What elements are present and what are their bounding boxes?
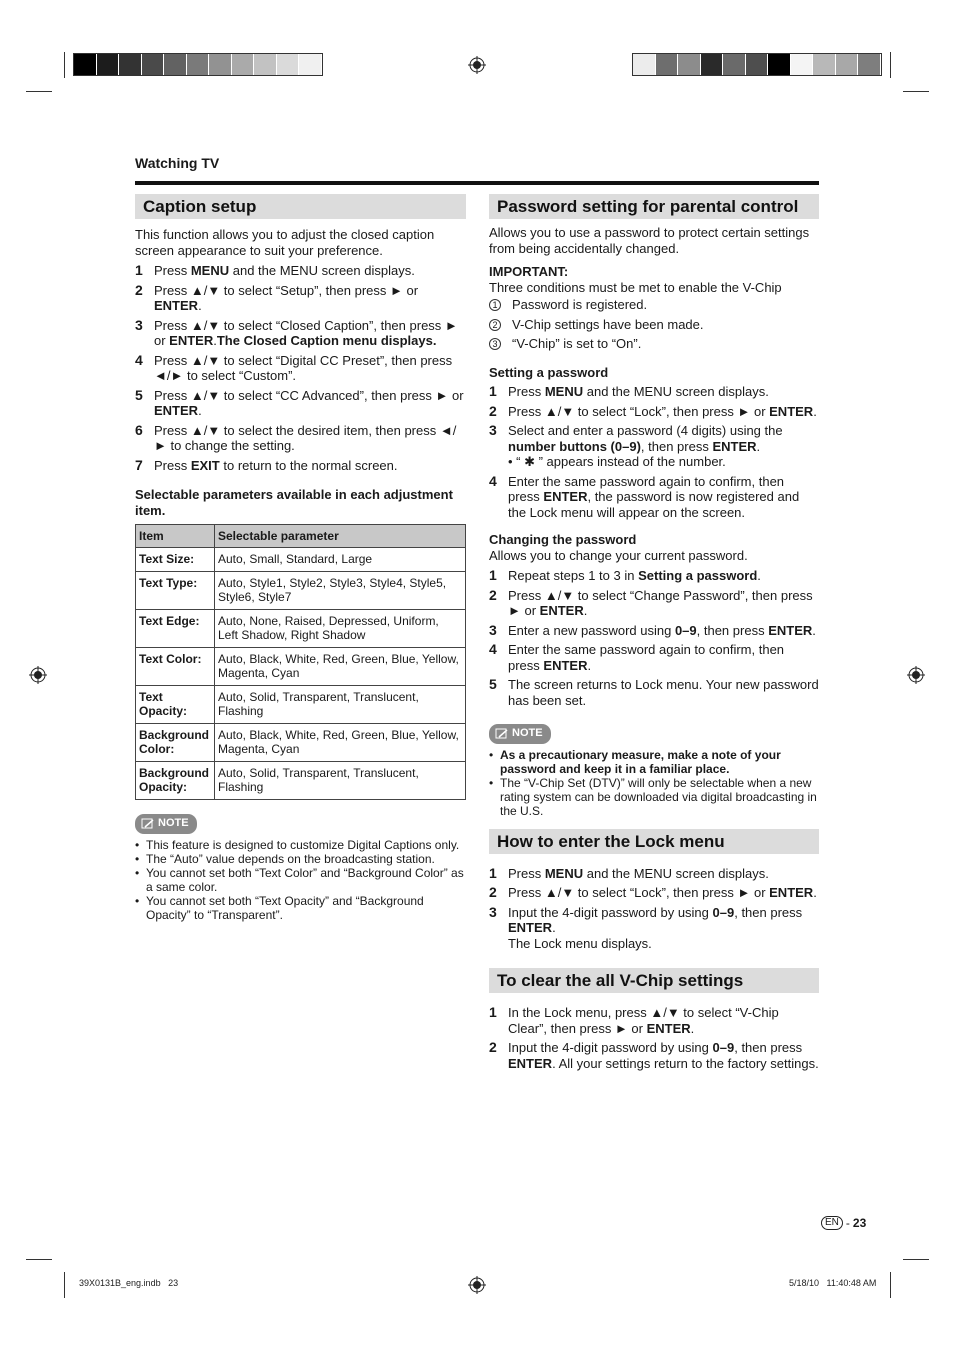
table-row bbox=[136, 762, 466, 800]
list-item bbox=[489, 317, 819, 333]
section-label: Watching TV bbox=[135, 155, 220, 171]
color-swatch bbox=[187, 54, 210, 75]
parameters-table bbox=[135, 524, 466, 800]
important-text: Three conditions must be met to enable the V-Chip bbox=[489, 279, 782, 295]
color-swatch bbox=[164, 54, 187, 75]
list-item: • The “V-Chip Set (DTV)” will only be selectable when a new rating system can be downloaded via digital broadcasting in the U.S. bbox=[489, 776, 819, 818]
step-text: Input the 4-digit password by using 0–9, then press ENTER. All your settings return to the factory settings. bbox=[508, 1040, 819, 1071]
caption-notes bbox=[135, 838, 466, 922]
table-cell-parameter: Auto, Style1, Style2, Style3, Style4, Style5, Style6, Style7 bbox=[215, 572, 466, 610]
color-swatch bbox=[209, 54, 232, 75]
step-extra-line: The Lock menu displays. bbox=[508, 935, 652, 951]
caption-setup-column bbox=[135, 194, 466, 922]
header-rule bbox=[135, 181, 819, 185]
caption-setup-steps bbox=[135, 263, 466, 473]
registration-mark-icon bbox=[468, 1276, 486, 1294]
circled-number: 3 bbox=[489, 338, 501, 350]
table-header-item: Item bbox=[136, 525, 215, 548]
step-number: 2 bbox=[489, 884, 497, 900]
changing-password-steps bbox=[489, 568, 819, 708]
setting-password-steps bbox=[489, 384, 819, 520]
step-number: 4 bbox=[489, 472, 497, 489]
table-row bbox=[136, 686, 466, 724]
lock-menu-steps bbox=[489, 866, 819, 952]
step-text: Input the 4-digit password by using 0–9, then press ENTER. The Lock menu displays. bbox=[508, 905, 819, 952]
list-item: • As a precautionary measure, make a note of your password and keep it in a familiar place. bbox=[489, 748, 819, 776]
step-item bbox=[489, 885, 819, 901]
note-badge bbox=[489, 724, 551, 744]
table-row bbox=[136, 724, 466, 762]
color-swatch bbox=[791, 54, 814, 75]
password-column bbox=[489, 194, 819, 1075]
step-text: Press MENU and the MENU screen displays. bbox=[154, 263, 415, 278]
step-item bbox=[135, 423, 466, 454]
step-item bbox=[489, 677, 819, 708]
step-item bbox=[489, 474, 819, 521]
table-header-parameter: Selectable parameter bbox=[215, 525, 466, 548]
step-text: The screen returns to Lock menu. Your new password has been set. bbox=[508, 677, 819, 708]
step-number: 3 bbox=[489, 422, 497, 438]
note-label: NOTE bbox=[158, 817, 189, 829]
step-item bbox=[135, 353, 466, 384]
step-number: 5 bbox=[489, 676, 497, 692]
step-item bbox=[489, 384, 819, 400]
step-item bbox=[489, 642, 819, 673]
color-swatch bbox=[656, 54, 679, 75]
step-text: Press ▲/▼ to select “Closed Caption”, then press ► or ENTER.The Closed Caption menu displays. bbox=[154, 317, 458, 348]
step-text: Press ▲/▼ to select “Setup”, then press ► or ENTER. bbox=[154, 282, 419, 313]
color-swatch bbox=[299, 54, 322, 75]
step-text: Press EXIT to return to the normal screen. bbox=[154, 457, 398, 473]
changing-password-intro: Allows you to change your current password. bbox=[489, 547, 748, 563]
registration-mark-icon bbox=[907, 666, 925, 684]
note-label: NOTE bbox=[512, 727, 543, 739]
step-text: Press ▲/▼ to select the desired item, then press ◄/► to change the setting. bbox=[154, 422, 457, 453]
table-cell-parameter: Auto, Solid, Transparent, Translucent, Flashing bbox=[215, 762, 466, 800]
step-text: Select and enter a password (4 digits) using the number buttons (0–9), then press ENTER. • “ ✱ ” appears instead of the number. bbox=[508, 423, 819, 470]
color-swatch bbox=[232, 54, 255, 75]
table-cell-parameter: Auto, Black, White, Red, Green, Blue, Yellow, Magenta, Cyan bbox=[215, 648, 466, 686]
step-number: 7 bbox=[135, 456, 143, 473]
list-item bbox=[489, 297, 819, 313]
conditions-list bbox=[489, 297, 819, 352]
crop-mark bbox=[26, 1259, 52, 1260]
date-slug: 5/18/10 11:40:48 AM bbox=[789, 1278, 877, 1288]
list-item: • You cannot set both “Text Color” and “Background Color” as a same color. bbox=[135, 866, 466, 894]
step-item bbox=[489, 423, 819, 470]
note-text: You cannot set both “Text Opacity” and “Background Opacity” to “Transparent”. bbox=[146, 893, 424, 922]
step-number: 2 bbox=[489, 1039, 497, 1055]
table-cell-item: Background Color: bbox=[136, 724, 215, 762]
color-swatch bbox=[723, 54, 746, 75]
step-text: Enter the same password again to confirm, then press ENTER. bbox=[508, 642, 785, 673]
language-badge: EN bbox=[821, 1216, 843, 1230]
step-item bbox=[489, 1040, 819, 1071]
note-text: This feature is designed to customize Digital Captions only. bbox=[146, 837, 460, 852]
crop-mark bbox=[890, 1272, 891, 1298]
table-row bbox=[136, 548, 466, 572]
color-swatch bbox=[119, 54, 142, 75]
step-text: In the Lock menu, press ▲/▼ to select “V-Chip Clear”, then press ► or ENTER. bbox=[508, 1005, 779, 1036]
note-text: The “Auto” value depends on the broadcasting station. bbox=[146, 851, 435, 866]
password-intro: Allows you to use a password to protect certain settings from being accidentally changed. bbox=[489, 225, 810, 256]
step-number: 4 bbox=[135, 351, 143, 368]
table-cell-item: Text Opacity: bbox=[136, 686, 215, 724]
crop-mark bbox=[903, 91, 929, 92]
circled-number: 2 bbox=[489, 319, 501, 331]
step-item bbox=[135, 458, 466, 474]
note-text: As a precautionary measure, make a note of your password and keep it in a familiar place. bbox=[500, 747, 781, 776]
step-text: Press ▲/▼ to select “Lock”, then press ► or ENTER. bbox=[508, 403, 817, 419]
condition-text: “V-Chip” is set to “On”. bbox=[512, 336, 642, 351]
caption-setup-heading: Caption setup bbox=[135, 194, 466, 219]
table-cell-parameter: Auto, None, Raised, Depressed, Uniform, Left Shadow, Right Shadow bbox=[215, 610, 466, 648]
step-number: 1 bbox=[489, 864, 497, 881]
crop-mark bbox=[903, 1259, 929, 1260]
step-text: Press MENU and the MENU screen displays. bbox=[508, 865, 769, 881]
step-number: 2 bbox=[135, 281, 143, 298]
step-item bbox=[135, 283, 466, 314]
condition-text: Password is registered. bbox=[512, 297, 648, 312]
pencil-icon bbox=[495, 728, 509, 740]
note-badge bbox=[135, 814, 197, 834]
color-swatch bbox=[768, 54, 791, 75]
table-cell-item: Text Edge: bbox=[136, 610, 215, 648]
clear-vchip-steps bbox=[489, 1005, 819, 1071]
table-row bbox=[136, 572, 466, 610]
step-text: Press ▲/▼ to select “CC Advanced”, then press ► or ENTER. bbox=[154, 387, 464, 418]
step-item bbox=[135, 318, 466, 349]
step-item bbox=[489, 588, 819, 619]
color-swatch bbox=[277, 54, 300, 75]
table-cell-item: Text Type: bbox=[136, 572, 215, 610]
list-item: • The “Auto” value depends on the broadcasting station. bbox=[135, 851, 435, 866]
step-item bbox=[489, 568, 819, 584]
clear-vchip-heading: To clear the all V-Chip settings bbox=[489, 968, 819, 993]
step-number: 1 bbox=[489, 383, 497, 399]
step-item bbox=[135, 388, 466, 419]
crop-mark bbox=[26, 91, 52, 92]
list-item bbox=[489, 336, 819, 352]
registration-mark-icon bbox=[29, 666, 47, 684]
page-number-value: 23 bbox=[852, 1216, 867, 1230]
password-heading: Password setting for parental control bbox=[489, 194, 819, 219]
color-swatch bbox=[633, 54, 656, 75]
color-swatch bbox=[858, 54, 881, 75]
caption-setup-intro: This function allows you to adjust the closed caption screen appearance to suit your preference. bbox=[135, 227, 435, 258]
note-text: The “V-Chip Set (DTV)” will only be selectable when a new rating system can be downloaded via digital broadcasting in the U.S. bbox=[500, 775, 817, 818]
step-item bbox=[135, 263, 466, 279]
crop-mark bbox=[64, 1272, 65, 1298]
color-swatch bbox=[74, 54, 97, 75]
step-number: 2 bbox=[489, 586, 497, 603]
color-swatch bbox=[142, 54, 165, 75]
color-swatch bbox=[813, 54, 836, 75]
circled-number: 1 bbox=[489, 299, 501, 311]
file-slug: 39X0131B_eng.indb 23 bbox=[79, 1278, 179, 1288]
table-cell-item: Text Size: bbox=[136, 548, 215, 572]
step-extra-line: • “ ✱ ” appears instead of the number. bbox=[508, 454, 726, 469]
step-text: Repeat steps 1 to 3 in Setting a password. bbox=[508, 568, 761, 583]
step-text: Press ▲/▼ to select “Digital CC Preset”, then press ◄/► to select “Custom”. bbox=[154, 352, 453, 383]
pencil-icon bbox=[141, 818, 155, 830]
crop-mark bbox=[890, 52, 891, 78]
step-item bbox=[489, 905, 819, 952]
color-swatch bbox=[701, 54, 724, 75]
step-number: 1 bbox=[489, 567, 497, 583]
password-notes bbox=[489, 748, 819, 818]
condition-text: V-Chip settings have been made. bbox=[512, 316, 704, 332]
lock-menu-heading: How to enter the Lock menu bbox=[489, 829, 819, 854]
step-text: Press ▲/▼ to select “Lock”, then press ► or ENTER. bbox=[508, 885, 817, 900]
step-number: 5 bbox=[135, 386, 143, 403]
step-number: 2 bbox=[489, 402, 497, 419]
color-swatch bbox=[97, 54, 120, 75]
step-text: Enter a new password using 0–9, then press ENTER. bbox=[508, 622, 816, 638]
table-caption: Selectable parameters available in each adjustment item. bbox=[135, 487, 453, 518]
step-text: Press ▲/▼ to select “Change Password”, then press ► or ENTER. bbox=[508, 587, 813, 618]
step-item bbox=[489, 866, 819, 882]
crop-mark bbox=[64, 52, 65, 78]
step-number: 3 bbox=[489, 903, 497, 920]
important-label: IMPORTANT: bbox=[489, 264, 569, 279]
step-number: 3 bbox=[489, 621, 497, 638]
step-number: 6 bbox=[135, 421, 143, 438]
list-item: • You cannot set both “Text Opacity” and “Background Opacity” to “Transparent”. bbox=[135, 894, 466, 922]
step-item bbox=[489, 623, 819, 639]
color-swatch bbox=[836, 54, 859, 75]
table-cell-parameter: Auto, Solid, Transparent, Translucent, Flashing bbox=[215, 686, 466, 724]
color-swatch bbox=[254, 54, 277, 75]
changing-password-heading: Changing the password bbox=[489, 532, 637, 547]
setting-password-heading: Setting a password bbox=[489, 364, 609, 380]
list-item: • This feature is designed to customize Digital Captions only. bbox=[135, 837, 460, 852]
page-separator: - bbox=[845, 1216, 850, 1230]
table-cell-parameter: Auto, Black, White, Red, Green, Blue, Yellow, Magenta, Cyan bbox=[215, 724, 466, 762]
left-color-bar bbox=[73, 53, 323, 76]
table-row bbox=[136, 610, 466, 648]
step-text: Enter the same password again to confirm, then press ENTER, the password is now registered and the Lock menu will appear on the screen. bbox=[508, 473, 800, 520]
step-text: Press MENU and the MENU screen displays. bbox=[508, 384, 769, 399]
note-text: You cannot set both “Text Color” and “Background Color” as a same color. bbox=[146, 865, 464, 894]
table-row bbox=[136, 648, 466, 686]
step-number: 4 bbox=[489, 641, 497, 657]
table-cell-item: Background Opacity: bbox=[136, 762, 215, 800]
table-cell-parameter: Auto, Small, Standard, Large bbox=[215, 548, 466, 572]
color-swatch bbox=[746, 54, 769, 75]
table-cell-item: Text Color: bbox=[136, 648, 215, 686]
registration-mark-icon bbox=[468, 56, 486, 74]
step-item bbox=[489, 404, 819, 420]
color-swatch bbox=[678, 54, 701, 75]
step-number: 3 bbox=[135, 316, 143, 333]
step-number: 1 bbox=[135, 262, 143, 278]
right-color-bar bbox=[632, 53, 882, 76]
step-number: 1 bbox=[489, 1004, 497, 1020]
page-number bbox=[821, 1216, 866, 1230]
table-header-row bbox=[136, 525, 466, 548]
step-item bbox=[489, 1005, 819, 1036]
